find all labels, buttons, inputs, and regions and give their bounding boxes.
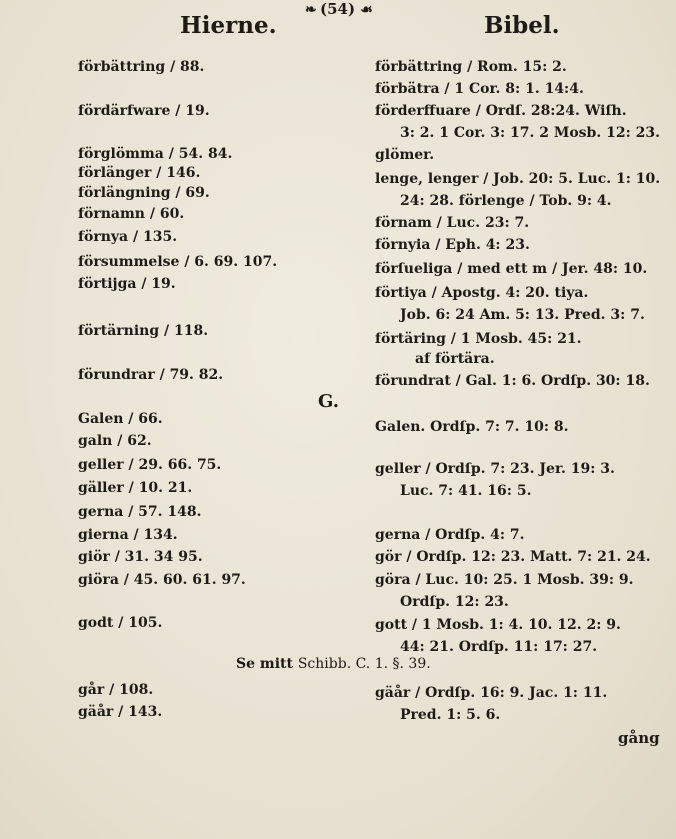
left-entry: förnya / 135. xyxy=(78,229,178,245)
right-entry: Pred. 1: 5. 6. xyxy=(400,707,501,723)
right-entry: af förtära. xyxy=(415,351,495,367)
left-entry: Galen / 66. xyxy=(78,411,163,427)
left-entry: fördärfware / 19. xyxy=(78,103,210,119)
left-entry: giöra / 45. 60. 61. 97. xyxy=(78,572,246,588)
right-entry: förbätra / 1 Cor. 8: 1. 14:4. xyxy=(375,81,584,97)
left-entry: godt / 105. xyxy=(78,615,163,631)
right-entry: förnam / Luc. 23: 7. xyxy=(375,215,530,231)
right-entry: förundrat / Gal. 1: 6. Ordſp. 30: 18. xyxy=(375,373,650,389)
right-entry: förſueliga / med ett m / Jer. 48: 10. xyxy=(375,261,648,277)
see-also-prefix: Se mitt xyxy=(236,656,293,672)
right-entry: förnyia / Eph. 4: 23. xyxy=(375,237,530,253)
right-entry: gerna / Ordſp. 4: 7. xyxy=(375,527,525,543)
right-entry: Luc. 7: 41. 16: 5. xyxy=(400,483,532,499)
right-entry: Galen. Ordſp. 7: 7. 10: 8. xyxy=(375,419,569,435)
left-entry: förtijga / 19. xyxy=(78,276,176,292)
right-entry: förderffuare / Ordſ. 28:24. Wiſh. xyxy=(375,103,627,119)
right-entry: göra / Luc. 10: 25. 1 Mosb. 39: 9. xyxy=(375,572,634,588)
see-also-reference: Schibb. C. 1. §. 39. xyxy=(297,656,431,672)
left-entry: förnamn / 60. xyxy=(78,206,185,222)
page-number xyxy=(305,0,371,18)
right-entry: gör / Ordſp. 12: 23. Matt. 7: 21. 24. xyxy=(375,549,651,565)
right-entry: 24: 28. förlenge / Tob. 9: 4. xyxy=(400,193,612,209)
left-entry: förundrar / 79. 82. xyxy=(78,367,224,383)
left-entry: galn / 62. xyxy=(78,433,152,449)
left-entry: förglömma / 54. 84. xyxy=(78,146,233,162)
right-entry: 3: 2. 1 Cor. 3: 17. 2 Mosb. 12: 23. xyxy=(400,125,660,141)
right-entry: förbättring / Rom. 15: 2. xyxy=(375,59,567,75)
catchword: gång xyxy=(618,729,660,747)
right-entry: förtäring / 1 Mosb. 45: 21. xyxy=(375,331,582,347)
right-entry: gäår / Ordſp. 16: 9. Jac. 1: 11. xyxy=(375,685,608,701)
left-entry: gäår / 143. xyxy=(78,704,163,720)
see-also-line xyxy=(236,656,431,672)
left-entry: går / 108. xyxy=(78,682,154,698)
right-entry: Job. 6: 24 Am. 5: 13. Pred. 3: 7. xyxy=(400,307,645,323)
right-entry: 44: 21. Ordſp. 11: 17: 27. xyxy=(400,639,598,655)
left-entry: förlängning / 69. xyxy=(78,185,210,201)
left-entry: geller / 29. 66. 75. xyxy=(78,457,222,473)
right-entry: gott / 1 Mosb. 1: 4. 10. 12. 2: 9. xyxy=(375,617,621,633)
left-column-title: Hierne. xyxy=(180,12,277,39)
ornament-right-icon: ☙ xyxy=(360,2,371,18)
right-entry: lenge, lenger / Job. 20: 5. Luc. 1: 10. xyxy=(375,171,661,187)
right-entry: förtiya / Apostg. 4: 20. tiya. xyxy=(375,285,589,301)
left-entry: giör / 31. 34 95. xyxy=(78,549,203,565)
page-number-text: (54) xyxy=(319,0,356,18)
left-entry: försummelse / 6. 69. 107. xyxy=(78,254,278,270)
right-entry: geller / Ordſp. 7: 23. Jer. 19: 3. xyxy=(375,461,615,477)
left-entry: gerna / 57. 148. xyxy=(78,504,202,520)
right-entry: Ordſp. 12: 23. xyxy=(400,594,509,610)
left-entry: gierna / 134. xyxy=(78,527,178,543)
left-entry: förtärning / 118. xyxy=(78,323,209,339)
right-column-title: Bibel. xyxy=(484,12,560,39)
left-entry: förlänger / 146. xyxy=(78,165,201,181)
section-letter: G. xyxy=(318,391,339,412)
right-entry: glömer. xyxy=(375,147,435,163)
ornament-left-icon: ❧ xyxy=(305,2,315,18)
left-entry: förbättring / 88. xyxy=(78,59,205,75)
left-entry: gäller / 10. 21. xyxy=(78,480,193,496)
